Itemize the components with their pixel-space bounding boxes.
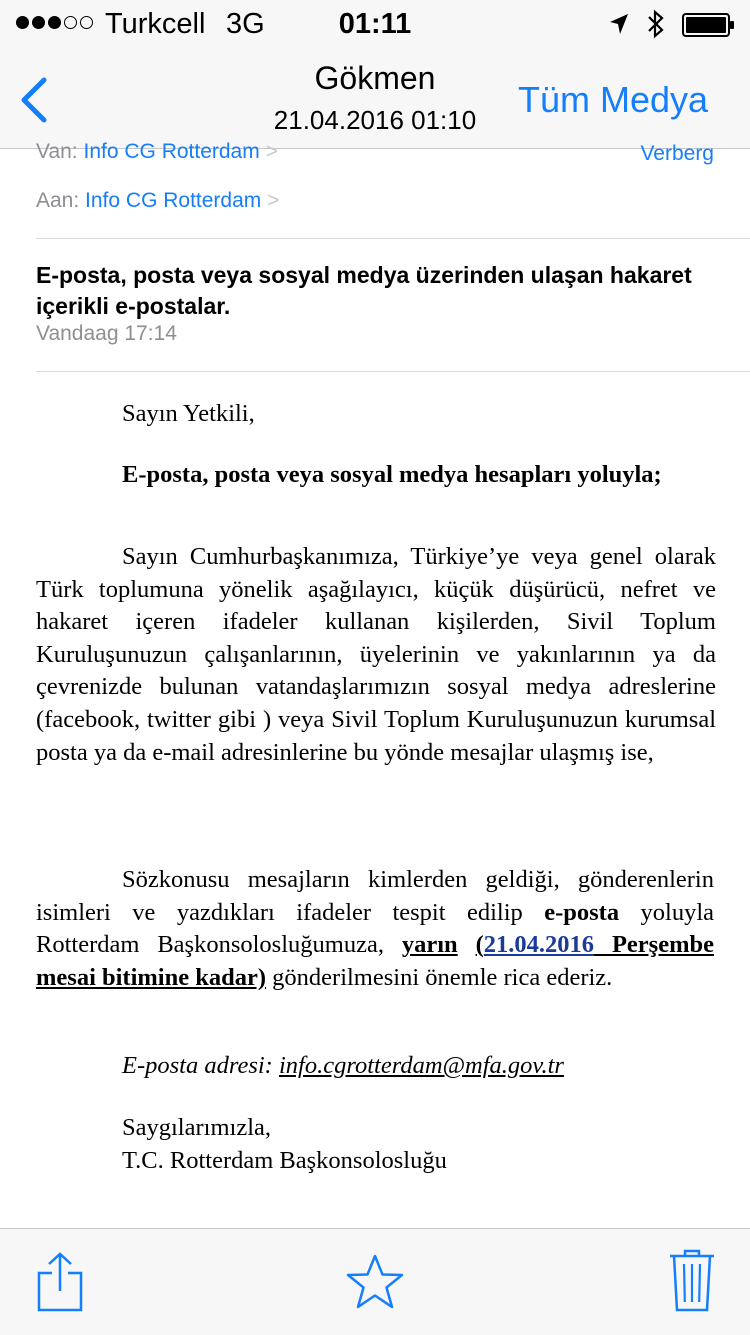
paragraph-text: yoluyla Rotterdam Başkonsolosluğumuza,: [36, 898, 714, 959]
letter-salutation: Sayın Yetkili,: [122, 400, 255, 427]
divider: [36, 238, 750, 239]
nav-subtitle: 21.04.2016 01:10: [273, 105, 477, 135]
top-bar: [0, 0, 750, 149]
carrier-name: Turkcell: [105, 8, 206, 40]
all-media-button[interactable]: Tüm Medya: [518, 79, 709, 120]
letter-closing: Saygılarımızla,: [122, 1114, 271, 1141]
status-time: 01:11: [338, 8, 412, 40]
share-icon[interactable]: [36, 1251, 84, 1313]
from-row: [36, 140, 278, 164]
email-subject: E-posta, posta veya sosyal medya üzerinden ulaşan hakaret içerikli e-postalar.: [36, 262, 692, 319]
hide-details-link[interactable]: Verberg: [640, 142, 714, 165]
email-date: Vandaag 17:14: [36, 322, 177, 345]
battery-icon: [682, 13, 736, 37]
deadline-text: Perşembe mesai bitimine kadar): [36, 931, 714, 991]
deadline-open: (: [475, 931, 484, 959]
to-row: [36, 189, 280, 213]
chevron-right-icon: >: [265, 140, 278, 163]
network-type: 3G: [226, 8, 265, 40]
nav-title: Gökmen: [314, 60, 436, 96]
divider: [36, 371, 750, 372]
from-label: Van:: [36, 140, 78, 163]
letter-signature: T.C. Rotterdam Başkonsolosluğu: [122, 1147, 447, 1174]
email-address-label: E-posta adresi:: [122, 1052, 279, 1079]
email-address-line: [122, 1050, 564, 1083]
to-recipient[interactable]: Info CG Rotterdam: [85, 189, 262, 212]
letter-heading: E-posta, posta veya sosyal medya hesapları yoluyla;: [122, 461, 662, 488]
deadline-date-link[interactable]: 21.04.2016: [483, 931, 595, 959]
to-label: Aan:: [36, 189, 80, 212]
email-keyword: e-posta: [544, 898, 620, 926]
bluetooth-icon: [646, 9, 666, 39]
deadline-yarin: yarın: [401, 931, 458, 959]
bottom-toolbar: [0, 1228, 750, 1335]
paragraph-text: gönderilmesini önemle rica ederiz.: [266, 963, 613, 991]
location-arrow-icon: [608, 12, 630, 36]
star-icon[interactable]: [344, 1253, 406, 1311]
status-bar: [0, 0, 750, 48]
letter-paragraph-1: Sayın Cumhurbaşkanımıza, Türkiye’ye veya genel olarak Türk toplumuna yönelik aşağılayıcı, küçük düşürücü, nefret ve hakaret içeren ifadeler kullanan kişilerden, Sivil Toplum Kuruluşunuzun çalışanlarının, üyelerinin ve yakınlarının ya da çevrenizde bulunan vatandaşlarımızın sosyal medya adreslerine (facebook, twitter gibi ) veya Sivil Toplum Kuruluşunuzun kurumsal posta ya da e-mail adresinlerine bu yönde mesajlar ulaşmış ise,: [36, 543, 716, 766]
letter-paragraph-2: [36, 864, 714, 994]
email-address-link[interactable]: info.cgrotterdam@mfa.gov.tr: [278, 1052, 564, 1079]
paragraph-text: Sözkonusu mesajların kimlerden geldiği, gönderenlerin isimleri ve yazdıkları ifadeler tespit edilip: [36, 866, 714, 926]
chevron-right-icon: >: [267, 189, 280, 212]
from-sender[interactable]: Info CG Rotterdam: [83, 140, 260, 163]
trash-icon[interactable]: [669, 1249, 715, 1313]
